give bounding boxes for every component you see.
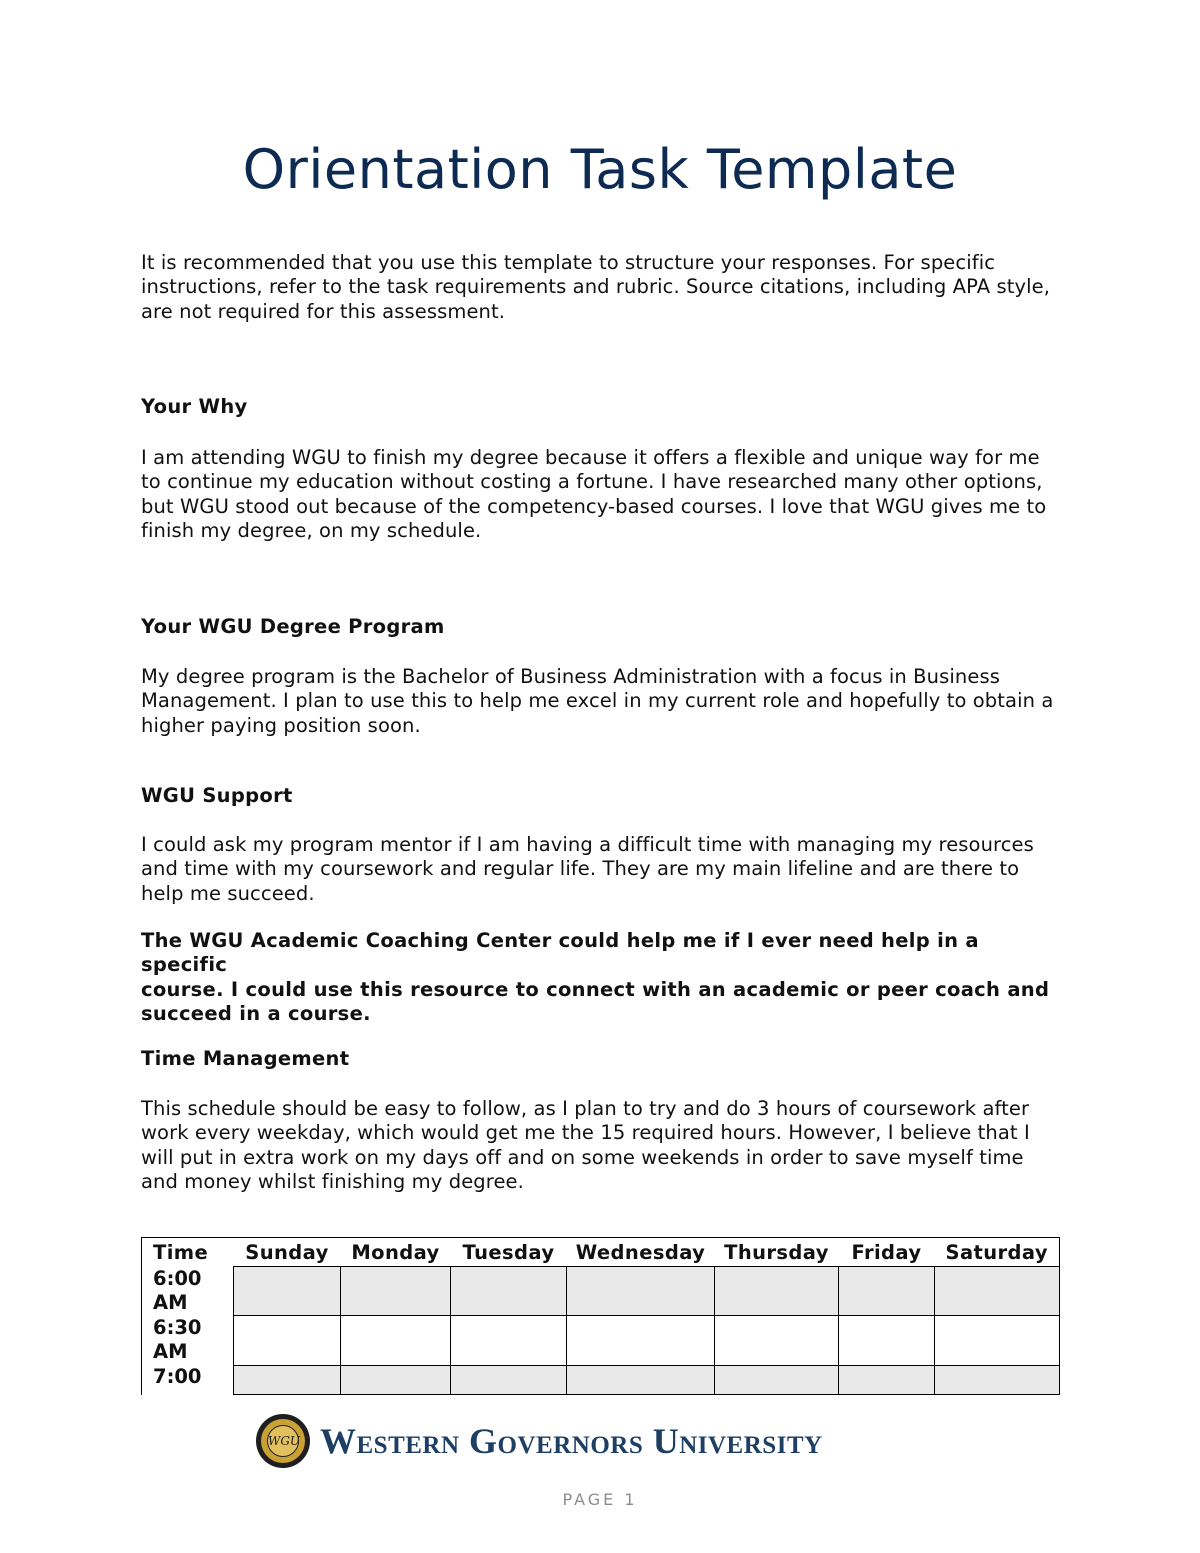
schedule-cell[interactable] <box>451 1316 567 1365</box>
schedule-cell[interactable] <box>935 1365 1060 1394</box>
intro-paragraph: It is recommended that you use this template to structure your responses. For specific instructions, refer to the task requirements and rubric. Source citations, including APA style, are not required for this assessment. <box>141 251 1051 323</box>
schedule-row <box>142 1267 1060 1316</box>
time-management-body: This schedule should be easy to follow, as I plan to try and do 3 hours of coursework after work every weekday, which would get me the 15 required hours. However, I believe that I will put in extra work on my days off and on some weekends in order to save myself time and money whilst finishing my degree. <box>141 1097 1030 1194</box>
schedule-header-friday: Friday <box>839 1238 935 1267</box>
schedule-cell[interactable] <box>234 1365 341 1394</box>
wgu-seal-monogram: WGU <box>267 1425 299 1457</box>
schedule-cell[interactable] <box>715 1316 839 1365</box>
wgu-support-heading: WGU Support <box>141 784 293 807</box>
schedule-cell[interactable] <box>715 1365 839 1394</box>
time-management-heading: Time Management <box>141 1047 350 1070</box>
schedule-cell[interactable] <box>567 1316 715 1365</box>
wgu-seal-icon <box>256 1414 310 1468</box>
wgu-logo <box>256 1413 823 1469</box>
schedule-cell[interactable] <box>341 1365 451 1394</box>
schedule-header-time: Time <box>142 1238 234 1267</box>
schedule-cell[interactable] <box>451 1365 567 1394</box>
schedule-cell[interactable] <box>567 1267 715 1316</box>
schedule-cell[interactable] <box>715 1267 839 1316</box>
schedule-header-tuesday: Tuesday <box>451 1238 567 1267</box>
schedule-cell[interactable] <box>341 1267 451 1316</box>
schedule-cell[interactable] <box>234 1316 341 1365</box>
schedule-cell[interactable] <box>234 1267 341 1316</box>
schedule-time-label: 6:30 AM <box>142 1316 234 1365</box>
schedule-header-sunday: Sunday <box>234 1238 341 1267</box>
schedule-header-row <box>142 1238 1060 1267</box>
your-why-body: I am attending WGU to finish my degree because it offers a flexible and unique way for me to continue my education without costing a fortune. I have researched many other options, but WGU stood out because of the competency-based courses. I love that WGU gives me to finish my degree, on my schedule. <box>141 446 1047 543</box>
schedule-header-wednesday: Wednesday <box>567 1238 715 1267</box>
schedule-row <box>142 1365 1060 1394</box>
degree-program-body: My degree program is the Bachelor of Business Administration with a focus in Business Management. I plan to use this to help me excel in my current role and hopefully to obtain a higher paying position soon. <box>141 665 1054 737</box>
schedule-cell[interactable] <box>451 1267 567 1316</box>
your-why-heading: Your Why <box>141 395 248 418</box>
degree-program-heading: Your WGU Degree Program <box>141 615 445 638</box>
schedule-row <box>142 1316 1060 1365</box>
schedule-cell[interactable] <box>341 1316 451 1365</box>
schedule-time-label: 7:00 <box>142 1365 234 1394</box>
page-number: PAGE 1 <box>562 1490 638 1509</box>
schedule-time-label: 6:00 AM <box>142 1267 234 1316</box>
schedule-cell[interactable] <box>567 1365 715 1394</box>
weekly-schedule-table <box>141 1237 1060 1395</box>
wgu-wordmark: Western Governors University <box>320 1421 823 1461</box>
schedule-cell[interactable] <box>839 1316 935 1365</box>
wgu-support-body: I could ask my program mentor if I am having a difficult time with managing my resources and time with my coursework and regular life. They are my main lifeline and are there to help me succeed. <box>141 833 1034 905</box>
wgu-support-coaching-body: The WGU Academic Coaching Center could help me if I ever need help in a specific course. I could use this resource to connect with an academic or peer coach and succeed in a course. <box>141 929 1050 1026</box>
schedule-cell[interactable] <box>839 1365 935 1394</box>
schedule-header-saturday: Saturday <box>935 1238 1060 1267</box>
schedule-cell[interactable] <box>935 1316 1060 1365</box>
schedule-cell[interactable] <box>839 1267 935 1316</box>
page-title: Orientation Task Template <box>242 138 958 201</box>
schedule-cell[interactable] <box>935 1267 1060 1316</box>
schedule-header-thursday: Thursday <box>715 1238 839 1267</box>
schedule-header-monday: Monday <box>341 1238 451 1267</box>
